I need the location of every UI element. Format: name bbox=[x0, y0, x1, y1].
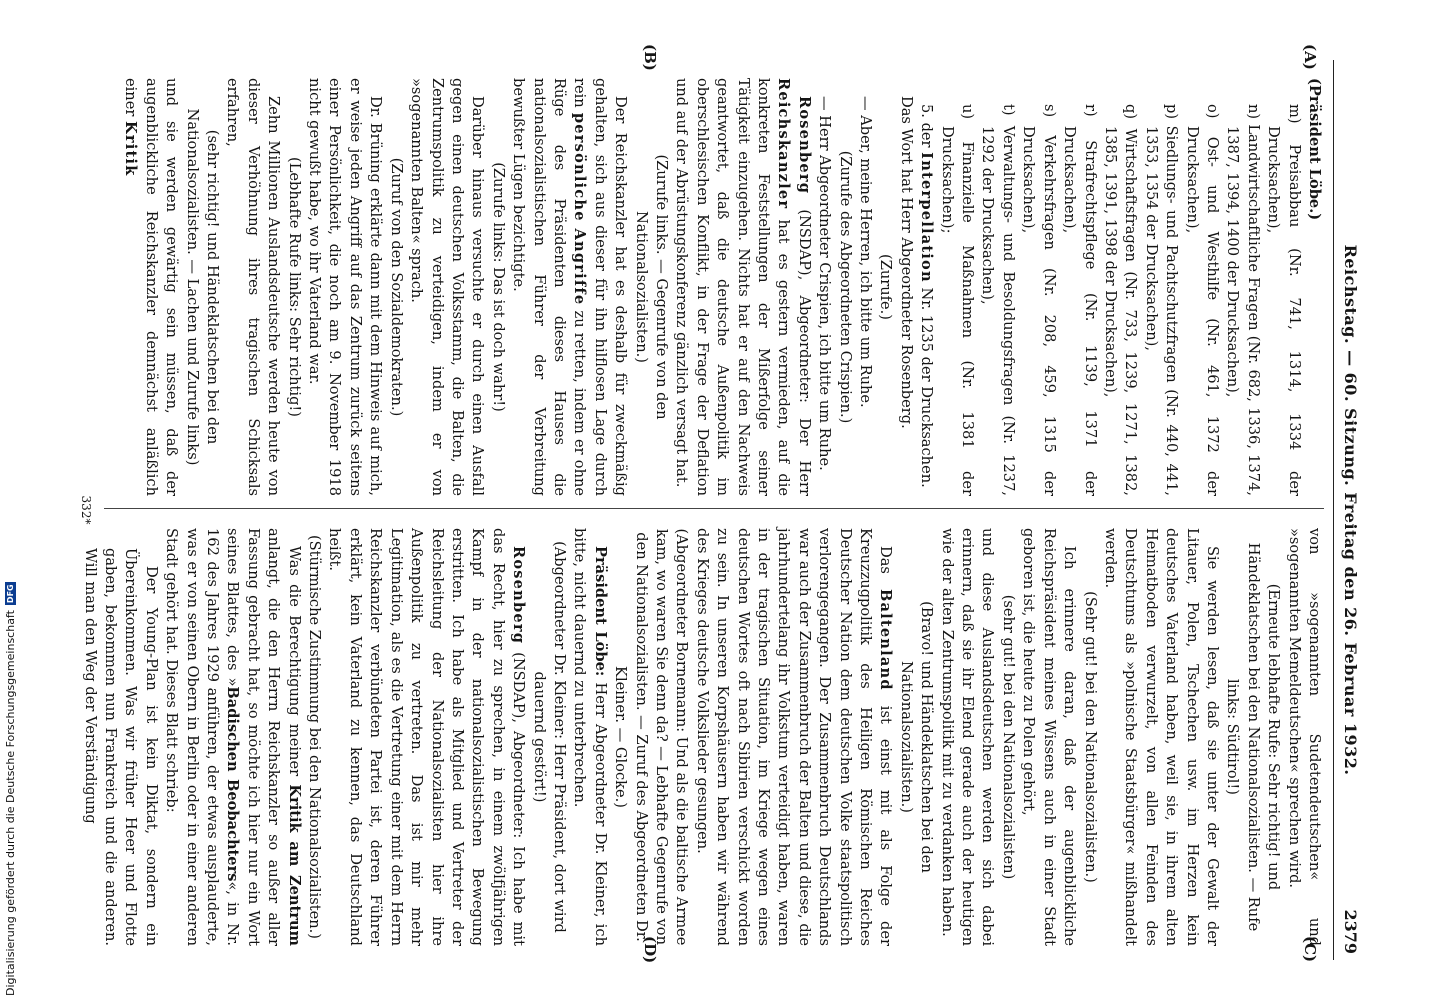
speech-paragraph: Präsident Löbe: Herr Abgeordneter Dr. Kleiner, ich bitte, nicht dauernd zu unterbrechen. bbox=[571, 528, 609, 946]
quotation: Der Young-Plan ist kein Diktat, sondern ein Übereinkommen. Was wir früher Heer und Flotte gaben, bekommen nun Frankreich und die anderen. Will man den Weg der Verständigung bbox=[81, 548, 160, 946]
dfg-logo: DFG bbox=[6, 584, 15, 604]
paragraph: Der Reichskanzler hat es deshalb für zweckmäßig gehalten, sich aus dieser für ihn hilflosen Lage durch rein persönliche Angriffe zu retten, indem er ohne Rüge des Präsidenten dieses Hauses die nationalsozialistischen Führer der Verbreitung bewußter Lügen bezichtigte. bbox=[510, 78, 630, 497]
list-item: m) Preisabbau (Nr. 741, 1314, 1334 der Drucksachen), bbox=[1265, 104, 1303, 496]
speaker-head: (Präsident Löbe.) bbox=[1306, 78, 1323, 221]
list-item: p) Siedlungs- und Pachtschutzfragen (Nr. 440, 441, 1353, 1354 der Drucksachen), bbox=[1142, 104, 1181, 496]
list-item: q) Wirtschaftsfragen (Nr. 733, 1239, 1271, 1382, 1385, 1391, 1398 der Drucksachen), bbox=[1101, 104, 1140, 496]
margin-mark-d: (D) bbox=[641, 936, 659, 964]
speech-paragraph: Rosenberg (NSDAP), Abgeordneter: Ich habe mit das Recht, hier zu sprechen, in einem zwölfjährigen Kampf in der nationalsozialistischen Bewegung erstritten. Ich habe als Mitglied und Vertreter der Reichsleitung der Nationalsozialisten hier ihre Außenpolitik zu vertreten. Das ist mir mehr Legitimation, als es die Vertretung einer mit dem Herrn Reichskanzler verbündeten Partei ist, deren Führer erklärt, kein Vaterland zu kennen, das Deutschland heißt. bbox=[326, 528, 528, 947]
right-column bbox=[79, 528, 1324, 946]
header-title: Reichstag. — 60. Sitzung. Freitag den 26. Februar 1932. bbox=[1341, 244, 1360, 776]
page-footer-mark: 332* bbox=[79, 495, 94, 525]
interjection: (Stürmische Zustimmung bei den Nationalsozialisten.) bbox=[306, 534, 324, 940]
paragraph: Darüber hinaus versuchte er durch einen Ausfall gegen einen deutschen Volksstamm, die Balten, die Zentrumspolitik zu verteidigen, indem er von »sogenannten Balten« sprach. bbox=[408, 78, 487, 496]
left-column bbox=[120, 78, 1324, 496]
header-rule bbox=[1333, 60, 1334, 960]
paragraph: und sie werden gewärtig sein müssen, daß der augenblickliche Reichskanzler demnächst anläßlich einer Kritik bbox=[122, 78, 181, 496]
interjection: (Sehr gut! bei den Nationalsozialisten.) bbox=[1081, 591, 1099, 883]
margin-mark-a: (A) bbox=[1301, 44, 1319, 70]
interjection: (Bravo! und Händeklatschen bei den Nationalsozialisten.) bbox=[897, 601, 936, 873]
interjection: (Zurufe.) bbox=[877, 254, 895, 320]
margin-mark-c: (C) bbox=[1301, 936, 1319, 963]
paragraph: — Herr Abgeordneter Crispien, ich bitte um Ruhe. bbox=[816, 96, 834, 471]
funding-text: Digitalisierung gefördert durch die Deutsche Forschungsgemeinschaft bbox=[4, 610, 17, 996]
interjection: (sehr gut! bei den Nationalsozialisten) bbox=[999, 594, 1017, 880]
column-rule bbox=[104, 508, 1324, 509]
interjection: (Zuruf von den Sozialdemokraten.) bbox=[387, 157, 405, 417]
paragraph: und diese Auslandsdeutschen werden sich dabei erinnern, daß sie ihr Elend gerade auch der heutigen wie der alten Zentrumspolitik mit zu verdanken haben. bbox=[938, 528, 997, 946]
paragraph: Das Baltenland ist einst mit als Folge der Kreuzzugpolitik des Heiligen Römischen Reiches Deutscher Nation dem deutschen Volke staatspolitisch verlorengegangen. Der Zusammenbruch Deutschlands war auch der Zusammenbruch der Balten und diese, die jahrhundertelang ihr Volkstum verteidigt haben, waren in der tragischen Situation, im Kriege wegen eines deutschen Wortes oft nach Sibirien verschickt worden zu sein. In unseren Korpshäusern haben wir während des Krieges deutsche Volkslieder gesungen. bbox=[693, 528, 895, 947]
funding-note bbox=[4, 582, 17, 996]
paragraph: Ich erinnere daran, daß der augenblickliche Reichspräsident meines Wissens auch in einer Stadt geboren ist, die heute zu Polen gehört, bbox=[1020, 528, 1079, 946]
list-item: u) Finanzielle Maßnahmen (Nr. 1381 der Drucksachen); bbox=[938, 104, 977, 496]
page-number: 2379 bbox=[1341, 909, 1360, 954]
list-item: o) Ost- und Westhilfe (Nr. 461, 1372 der Drucksachen), bbox=[1183, 104, 1221, 497]
scanned-page bbox=[70, 44, 1360, 964]
list-item: s) Verkehrsfragen (Nr. 208, 459, 1315 der Drucksachen), bbox=[1020, 104, 1058, 496]
speech-paragraph: Rosenberg (NSDAP), Abgeordneter: Der Herr Reichskanzler hat es gestern vermieden, auf die konkreten Feststellungen der Mißerfolge seiner Tätigkeit einzugehen. Nichts hat er auf den Nachweis geantwortet, daß die deutsche Außenpolitik im oberschlesischen Konflikt, in der Frage der Deflation und auf der Abrüstungskonferenz gänzlich versagt hat. bbox=[673, 78, 813, 497]
interjection: (Zurufe des Abgeordneten Crispien.) bbox=[836, 150, 854, 424]
paragraph: Zehn Millionen Auslandsdeutsche werden heute von dieser Verhöhnung ihres tragischen Schicksals erfahren, bbox=[224, 78, 283, 496]
list-item: t) Verwaltungs- und Besoldungsfragen (Nr. 1237, 1292 der Drucksachen), bbox=[979, 104, 1017, 497]
paragraph: Das Wort hat Herr Abgeordneter Rosenberg. bbox=[897, 96, 915, 429]
interjection: (Lebhafte Rufe links: Sehr richtig!) bbox=[285, 157, 303, 417]
page-header bbox=[1334, 60, 1360, 960]
agenda-item-5: 5. der Interpellation Nr. 1235 der Drucksachen. bbox=[918, 104, 936, 488]
list-item: r) Strafrechtspflege (Nr. 1139, 1371 der Drucksachen), bbox=[1061, 104, 1099, 496]
interjection: (Erneute lebhafte Rufe: Sehr richtig! und Händeklatschen bei den Nationalsozialisten. — Rufe links: Südtirol!) bbox=[1224, 542, 1283, 932]
interjection: (Abgeordneter Dr. Kleiner: Herr Präsident, dort wird dauernd gestört!) bbox=[530, 541, 568, 933]
interjection: (Abgeordneter Bornemann: Und als die baltische Armee kam, wo waren Sie denn da? — Lebhafte Gegenrufe von den Nationalsozialisten. — Zuruf des Abgeordneten Dr. Kleiner. — Glocke.) bbox=[612, 528, 691, 946]
interjection: (sehr richtig! und Händeklatschen bei den Nationalsozialisten. — Lachen und Zurufe links) bbox=[183, 108, 222, 466]
margin-mark-b: (B) bbox=[641, 44, 659, 71]
paragraph: Dr. Brüning erklärte dann mit dem Hinweis auf mich, er weise jeden Angriff auf das Zentrum zurück seitens einer Persönlichkeit, die noch am 9. November 1918 nicht gewußt habe, wo ihr Vaterland war. bbox=[306, 78, 385, 496]
interjection: (Zurufe links. — Gegenrufe von den Nationalsozialisten.) bbox=[632, 154, 670, 420]
interjection: (Zurufe links: Das ist doch wahr!) bbox=[489, 162, 507, 412]
paragraph: Sie werden lesen, daß sie unter der Gewalt der Litauer, Polen, Tschechen usw. im Herzen kein deutsches Vaterland haben, weil sie, in ihrem alten Heimatboden verwurzelt, von allen Feinden des Deutschtums als »polnische Staatsbürger« mißhandelt werden. bbox=[1101, 528, 1221, 946]
paragraph: von »sogenannten Sudetendeutschen« und »sogenannten Memeldeutschen« sprechen wird. bbox=[1285, 528, 1323, 946]
paragraph: Was die Berechtigung meiner Kritik am Zentrum anlangt, die den Herrn Reichskanzler so außer aller Fassung gebracht hat, so möchte ich hier nur ein Wort seines Blattes, des »Badischen Beobachters«, in Nr. 162 des Jahres 1929 anführen, der etwas ausplauderte, was er von seinen Obern in Berlin oder in einer anderen Stadt gehört hat. Dieses Blatt schrieb: bbox=[163, 528, 303, 947]
paragraph: — Aber, meine Herren, ich bitte um Ruhe. bbox=[857, 96, 875, 408]
list-item: n) Landwirtschaftliche Fragen (Nr. 682, 1336, 1374, 1387, 1394, 1400 der Drucksachen), bbox=[1224, 104, 1262, 496]
